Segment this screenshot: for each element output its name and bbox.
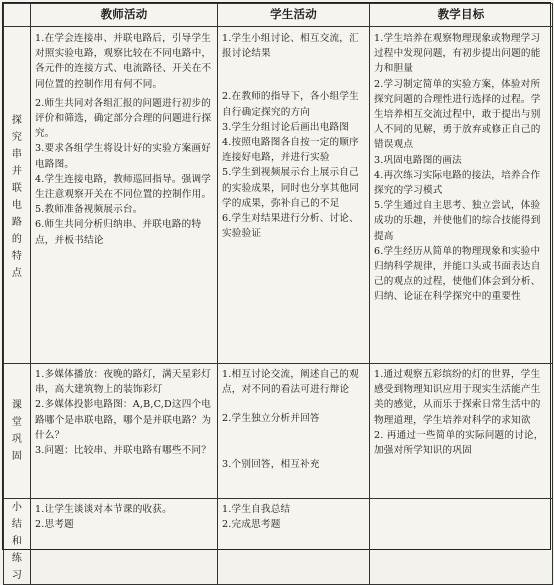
teacher-activity-cell (31, 364, 218, 499)
list-item: 1.学生小组讨论、相互交流，汇报讨论结果 (222, 33, 359, 60)
list-item: 2.完成思考题 (222, 519, 281, 531)
list-item: 1.在学会连接串、并联电路后，引导学生对照实验电路，观察比较在不同电路中，各元件的连接方式、电流路径、开关在不同位置的控制作用有何不同。 (35, 33, 212, 90)
list-item: 1.学生自我总结 (222, 504, 291, 515)
list-item: 1.让学生谈谈对本节课的收获。 (35, 504, 172, 515)
table-row (4, 27, 553, 364)
lesson-plan-sheet (2, 2, 551, 581)
list-item: 6.学生经历从简单的物理现象和实验中归纳科学规律，并能口头或书面表达自己的观点的过程，使他们体会到分析、归纳、论证在科学探究中的重要性 (374, 245, 541, 303)
table-row (4, 499, 553, 585)
list-item: 5.教师准备视频展示台。 (35, 204, 143, 216)
list-item: 2.学习制定简单的实验方案，体验对所探究问题的合理性进行选择的过程。学生培养相互交流过程中，敢于提出与别人不同的见解，勇于放弃或修正自己的错误观点 (374, 78, 541, 151)
list-item: 1.学生培养在观察物理现象或物理学习过程中发现问题，有初步提出问题的能力和胆量 (374, 33, 541, 75)
list-item: 4.再次练习实际电路的接法，培养合作探究的学习模式 (374, 169, 541, 197)
section-label: 小结和练习 (4, 499, 31, 585)
list-item: 1.多媒体播放：夜晚的路灯，满天星彩灯串，高大建筑物上的装饰彩灯 (35, 369, 212, 396)
header-row (4, 4, 553, 27)
section-label: 探究串并联电路的特点 (4, 27, 31, 364)
section-label: 课堂巩固 (4, 364, 31, 499)
list-item: 3.学生分组讨论后画出电路图 (222, 121, 350, 133)
header-blank (4, 4, 31, 27)
teaching-goal-cell (370, 364, 553, 499)
list-item: 4.按照电路图各自按一定的顺序连接好电路，并进行实验 (222, 137, 359, 164)
teacher-activity-cell (31, 27, 218, 364)
teacher-activity-cell (31, 499, 218, 585)
list-item: 1.通过观察五彩缤纷的灯的世界，学生感受到物理知识应用于现实生活能产生美的感觉，从而乐于探索日常生活中的物理道理，学生培养对科学的求知欲 (374, 369, 541, 426)
list-item: 3.巩固电路图的画法 (374, 154, 462, 166)
list-item: 2. 再通过一些简单的实际问题的讨论，加强对所学知识的巩固 (374, 429, 544, 457)
list-item: 4.学生连接电路，教师巡回指导。强调学生注意观察开关在不同位置的控制作用。 (35, 173, 212, 201)
list-item: 5.学生到视频展示台上展示自己的实验成果，同时也分享其他同学的成果，弥补自己的不足 (222, 167, 360, 209)
list-item: 2.师生共同对各组汇报的问题进行初步的评价和筛选，确定部分合理的问题进行探究。 (35, 97, 212, 140)
list-item: 3.个别回答，相互补充 (222, 458, 320, 470)
list-item: 3.问题：比较串、并联电路有哪些不同？ (35, 445, 212, 457)
list-item: 2.在教师的指导下，各小组学生自行确定探究的方向 (222, 91, 359, 118)
list-item: 3.要求各组学生将设计好的实验方案画好电路图。 (35, 143, 212, 170)
student-activity-cell (218, 499, 370, 585)
teaching-goal-cell (370, 27, 553, 364)
header-teaching-goal: 教学目标 (370, 4, 553, 27)
table-row (4, 364, 553, 499)
header-student-activity: 学生活动 (218, 4, 370, 27)
list-item: 6.师生共同分析归纳串、并联电路的特点，并板书结论 (35, 219, 202, 246)
list-item: 2.思考题 (35, 519, 74, 531)
student-activity-cell (218, 364, 370, 499)
teaching-goal-cell (370, 499, 553, 585)
list-item: 5.学生通过自主思考、独立尝试，体验成功的乐趣，并使他们的综合技能得到提高 (374, 200, 541, 242)
list-item: 2.多媒体投影电路图：A,B,C,D这四个电路哪个是串联电路，哪个是并联电路？为什么？ (35, 399, 212, 441)
list-item: 1.相互讨论交流，阐述自己的观点，对不同的看法可进行辩论 (222, 369, 359, 396)
header-teacher-activity: 教师活动 (31, 4, 218, 27)
list-item: 2.学生独立分析并回答 (222, 413, 320, 425)
lesson-plan-table (3, 3, 553, 585)
list-item: 6.学生对结果进行分析、讨论、实验验证 (222, 213, 359, 240)
student-activity-cell (218, 27, 370, 364)
